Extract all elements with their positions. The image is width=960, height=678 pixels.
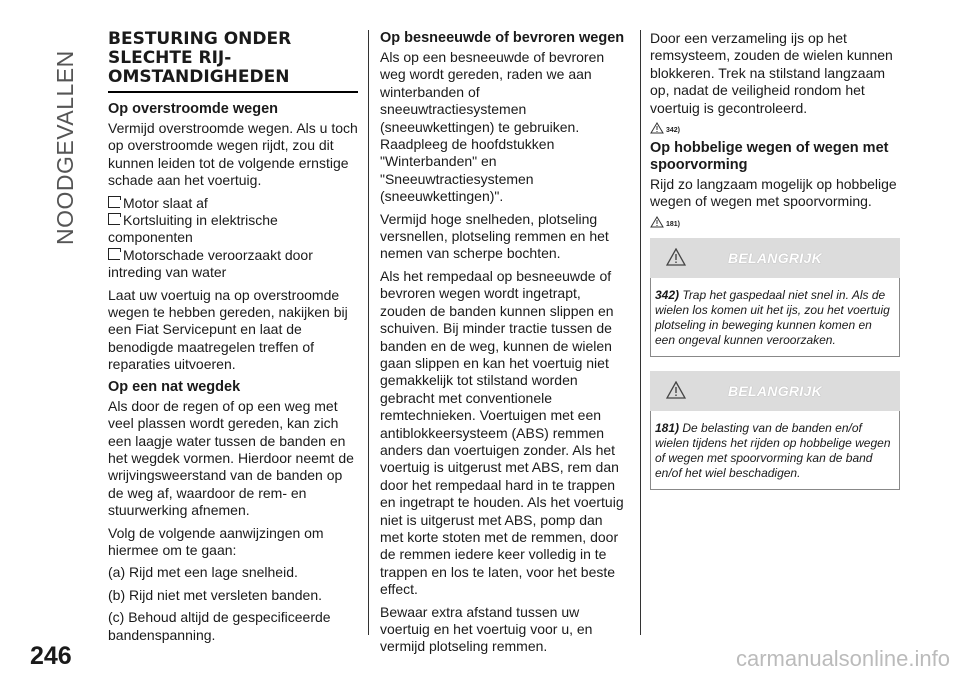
important-box-text: 181) De belasting van de banden en/of wielen tijdens het rijden op hobbelige wegen of wegen met spoorvorming kan de band en/of het wiel beschadigen. (650, 411, 900, 490)
section-side-tab-label: NOODGEVALLEN (52, 50, 78, 245)
important-box-header: BELANGRIJK (650, 371, 900, 411)
bullet-marker-icon (108, 248, 120, 260)
important-box-header: BELANGRIJK (650, 238, 900, 278)
list-item: Kortsluiting in elektrische componenten (108, 212, 278, 246)
paragraph: Volg de volgende aanwijzingen om hiermee om te gaan: (108, 524, 324, 558)
paragraph: (a) Rijd met een lage snelheid. (108, 564, 298, 581)
paragraph: Door een verzameling ijs op het remsysteem, zouden de wielen kunnen blokkeren. Trek na stilstand langzaam op, nadat de veiligheid rondom het voertuig is gecontroleerd. (650, 30, 893, 116)
bullet-marker-icon (108, 196, 120, 208)
heading-wet-road: Op een nat wegdek (108, 378, 241, 395)
paragraph: Als op een besneeuwde of bevroren weg wordt gereden, raden we aan winterbanden of sneeuwtractiesystemen (sneeuwkettingen) te gebruiken. Raadpleeg de hoofdstukken "Winterbanden" en "Sneeuwtractiesystemen (sneeuwkettingen)". (380, 49, 605, 205)
warning-triangle-icon (666, 248, 686, 266)
heading-flooded-roads: Op overstroomde wegen (108, 101, 279, 117)
heading-bumpy-roads: Op hobbelige wegen of wegen met spoorvorming (650, 140, 889, 174)
warning-reference: 342) (650, 122, 900, 134)
column-1 (108, 30, 358, 649)
section-side-tab (50, 30, 90, 245)
warning-reference: 181) (650, 216, 900, 228)
paragraph: Bewaar extra afstand tussen uw voertuig en het voertuig voor u, en vermijd plotseling remmen. (380, 603, 593, 655)
list-item: Motor slaat af (108, 195, 358, 212)
bullet-marker-icon (108, 213, 120, 225)
paragraph: (b) Rijd niet met versleten banden. (108, 586, 322, 603)
column-divider (640, 30, 641, 635)
warning-triangle-icon (650, 122, 664, 134)
section-title: BESTURING ONDER SLECHTE RIJ-OMSTANDIGHEDEN (108, 30, 358, 93)
important-box (650, 238, 900, 357)
page-number: 246 (30, 642, 72, 670)
paragraph: Laat uw voertuig na op overstroomde wegen te hebben gereden, nakijken bij een Fiat Servicepunt en laat de benodigde maatregelen treffen of reparaties uitvoeren. (108, 286, 348, 373)
column-divider (368, 30, 369, 635)
important-box (650, 371, 900, 490)
paragraph: Als door de regen of op een weg met veel plassen wordt gereden, kan zich een laagje water tussen de banden en het wegdek vormen. Hierdoor neemt de wrijvingsweerstand van de banden op de weg af, waardoor de rem- en stuurwerking afnemen. (108, 397, 354, 519)
warning-triangle-icon (650, 216, 664, 228)
warning-triangle-icon (666, 381, 686, 399)
paragraph: (c) Behoud altijd de gespecificeerde bandenspanning. (108, 609, 331, 643)
important-box-text: 342) Trap het gaspedaal niet snel in. Als de wielen los komen uit het ijs, zou het voertuig plotseling in beweging kunnen komen en een ongeval kunnen veroorzaken. (650, 278, 900, 357)
column-2 (380, 30, 628, 661)
paragraph: Als het rempedaal op besneeuwde of bevroren wegen wordt ingetrapt, zouden de banden kunnen slippen en schuiven. Bij minder tractie tussen de banden en de weg, kunnen de wielen gaan slippen en kan het voertuig niet gemakkelijk tot stilstand worden gebracht met conventionele remtechnieken. Voertuigen met een antiblokkeersysteem (ABS) remmen anders dan voertuigen zonder. Als het voertuig is uitgerust met ABS, rem dan door het rempedaal hard in te trappen en ingetrapt te houden. Als het voertuig niet is uitgerust met ABS, pomp dan met korte stoten met de remmen, door de remmen iedere keer volledig in te trappen en los te laten, voor het beste effect. (380, 267, 624, 598)
watermark: carmanualsonline.info (735, 646, 950, 671)
paragraph: Vermijd overstroomde wegen. Als u toch op overstroomde wegen rijdt, zou dit kunnen leiden tot de volgende ernstige schade aan het voertuig. (108, 120, 358, 189)
list-item: Motorschade veroorzaakt door intreding van water (108, 246, 313, 281)
paragraph: Rijd zo langzaam mogelijk op hobbelige wegen of wegen met spoorvorming. (650, 176, 897, 210)
heading-snowy-roads: Op besneeuwde of bevroren wegen (380, 30, 625, 46)
column-3 (650, 30, 900, 490)
paragraph: Vermijd hoge snelheden, plotseling versnellen, plotseling remmen en het nemen van scherpe bochten. (380, 210, 609, 262)
